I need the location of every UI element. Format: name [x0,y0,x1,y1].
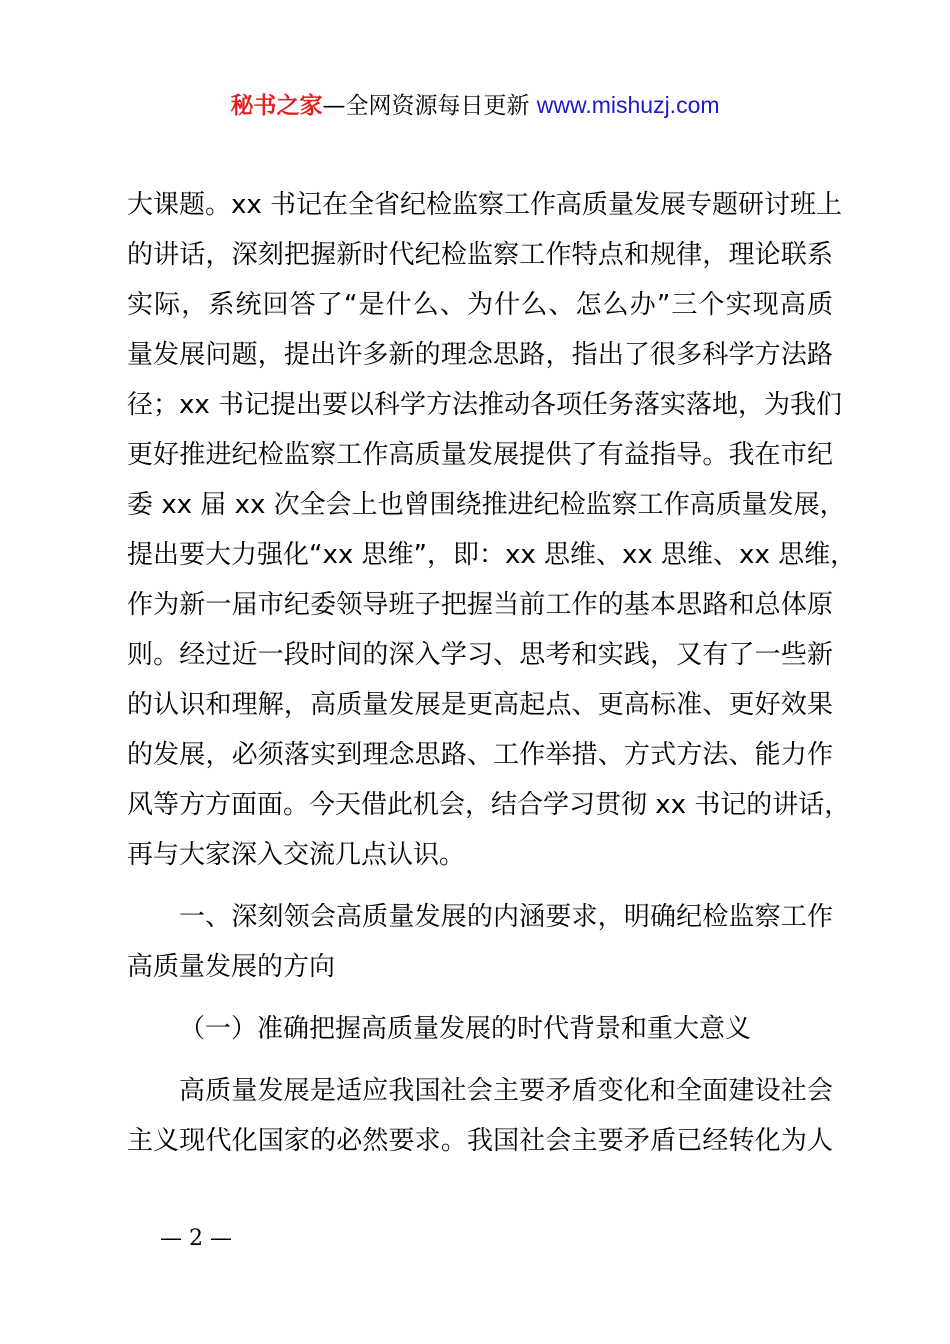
subsection-heading-1 [127,1004,833,1054]
text-line: 作为新一届市纪委领导班子把握当前工作的基本思路和总体原 [127,590,833,620]
text-line: 风等方方面面。今天借此机会，结合学习贯彻 xx 书记的讲话， [127,790,851,820]
text-line: 径；xx 书记提出要以科学方法推动各项任务落实落地，为我们 [127,390,843,420]
heading-line: 高质量发展的方向 [127,952,336,982]
page-number: — 2 — [160,1226,232,1251]
site-url-link[interactable]: www.mishuzj.com [536,92,720,118]
text-line: 大课题。xx 书记在全省纪检监察工作高质量发展专题研讨班上 [127,190,843,220]
site-banner [0,90,950,121]
text-line: 委 xx 届 xx 次全会上也曾围绕推进纪检监察工作高质量发展， [127,490,846,520]
text-line: 量发展问题，提出许多新的理念思路，指出了很多科学方法路 [127,340,833,370]
section-heading-1 [127,892,833,992]
text-line: 的发展，必须落实到理念思路、工作举措、方式方法、能力作 [127,740,833,770]
text-line: 的认识和理解，高质量发展是更高起点、更高标准、更好效果 [127,690,833,720]
banner-tagline: —全网资源每日更新 [322,93,537,119]
text-line: 更好推进纪检监察工作高质量发展提供了有益指导。我在市纪 [127,440,833,470]
text-line: 实际，系统回答了“是什么、为什么、怎么办”三个实现高质 [127,290,833,320]
text-line: 再与大家深入交流几点认识。 [127,840,466,870]
text-line: 的讲话，深刻把握新时代纪检监察工作特点和规律，理论联系 [127,240,833,270]
text-line: 高质量发展是适应我国社会主要矛盾变化和全面建设社会 [179,1076,833,1106]
paragraph-quality-development [127,1066,833,1166]
brand-name: 秘书之家 [230,93,323,119]
text-line: 提出要大力强化“xx 思维”，即：xx 思维、xx 思维、xx 思维， [127,540,857,570]
paragraph-intro [127,180,857,880]
subheading-line: （一）准确把握高质量发展的时代背景和重大意义 [179,1014,752,1044]
heading-line: 一、深刻领会高质量发展的内涵要求，明确纪检监察工作 [179,902,833,932]
text-line: 主义现代化国家的必然要求。我国社会主要矛盾已经转化为人 [127,1126,833,1156]
text-line: 则。经过近一段时间的深入学习、思考和实践，又有了一些新 [127,640,833,670]
